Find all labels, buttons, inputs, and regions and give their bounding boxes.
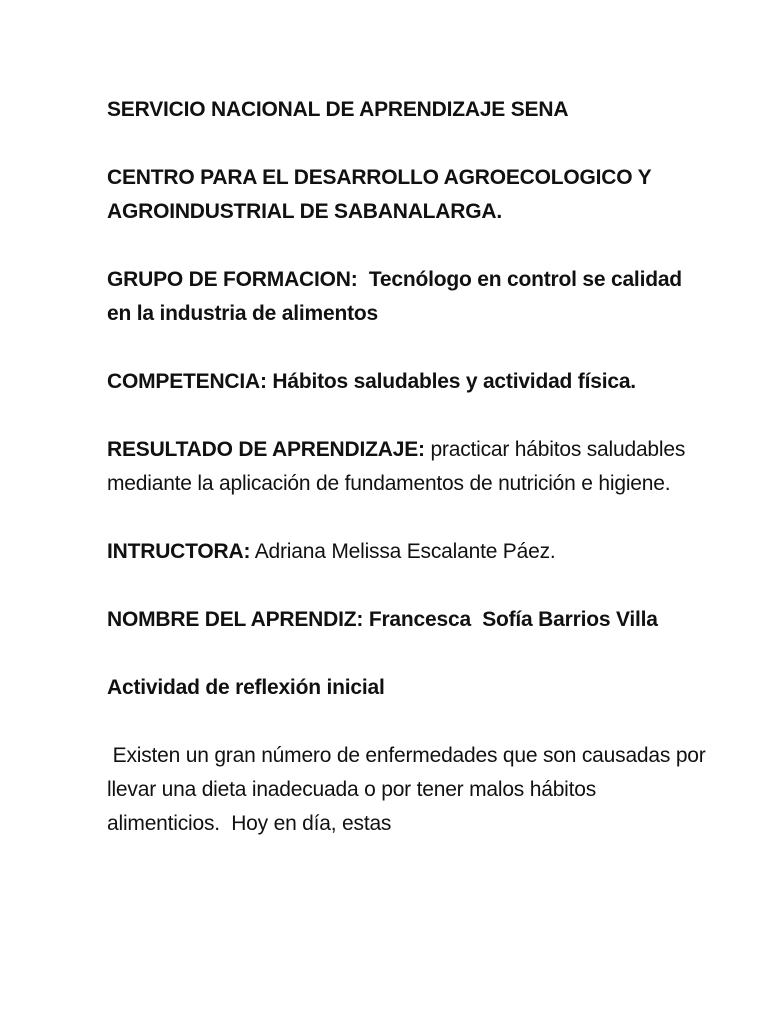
instructora-line	[107, 535, 707, 569]
document-page	[107, 93, 712, 875]
instructora-label: INTRUCTORA:	[107, 540, 251, 563]
body-paragraph	[107, 739, 712, 841]
group-value: Tecnólogo en control se calidad en la industria de alimentos	[107, 268, 682, 325]
competencia-value: Hábitos saludables y actividad física.	[272, 370, 636, 393]
group-label: GRUPO DE FORMACION:	[107, 268, 358, 291]
activity-title: Actividad de reflexión inicial	[107, 676, 385, 699]
aprendiz-line	[107, 603, 707, 637]
competencia-line	[107, 365, 707, 399]
resultado-value: practicar hábitos saludables mediante la aplicación de fundamentos de nutrición e higiene.	[107, 438, 686, 495]
center-heading: CENTRO PARA EL DESARROLLO AGROECOLOGICO Y AGROINDUSTRIAL DE SABANALARGA.	[107, 166, 652, 223]
institution-heading: SERVICIO NACIONAL DE APRENDIZAJE SENA	[107, 98, 569, 121]
aprendiz-label: NOMBRE DEL APRENDIZ:	[107, 608, 364, 631]
competencia-label: COMPETENCIA:	[107, 370, 267, 393]
body-text: Existen un gran número de enfermedades que son causadas por llevar una dieta inadecuada o por tener malos hábitos alimenticios. Hoy en día, estas	[107, 744, 712, 835]
instructora-value: Adriana Melissa Escalante Páez.	[254, 540, 556, 563]
group-line	[107, 263, 707, 331]
aprendiz-value: Francesca Sofía Barrios Villa	[368, 608, 658, 631]
resultado-label: RESULTADO DE APRENDIZAJE:	[107, 438, 425, 461]
resultado-line	[107, 433, 707, 501]
